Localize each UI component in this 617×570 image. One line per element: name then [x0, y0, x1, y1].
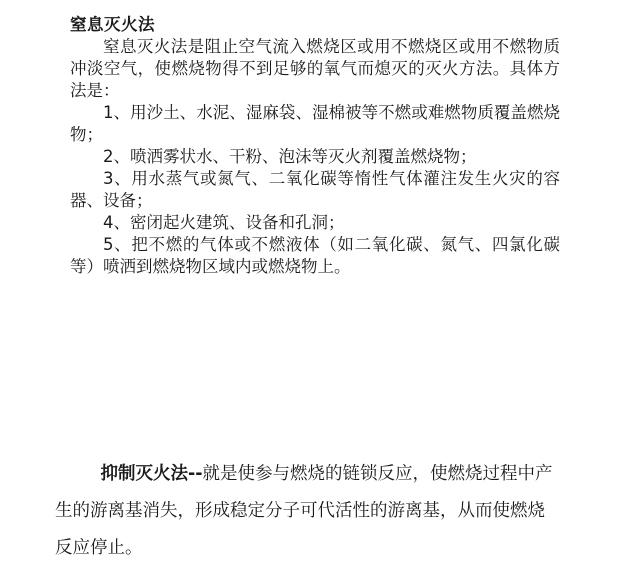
section-title-inhibition: 抑制灭火法-- — [100, 464, 203, 484]
section-body-inhibition: 就是使参与燃烧的链锁反应，使燃烧过程中产生的游离基消失，形成稳定分子可代活性的游离基，从而使燃烧反应停止。 — [55, 464, 553, 558]
section-intro-suffocation: 窒息灭火法是阻止空气流入燃烧区或用不燃烧区或用不燃物质冲淡空气，使燃烧物得不到足够的氧气而熄灭的灭火方法。具体方法是： — [70, 37, 560, 100]
list-item-1: 1、用沙土、水泥、湿麻袋、湿棉被等不燃或难燃物质覆盖燃烧物； — [70, 103, 560, 144]
list-item-4: 4、密闭起火建筑、设备和孔洞； — [103, 213, 345, 232]
section-inhibition — [55, 456, 560, 567]
section-title-suffocation: 窒息灭火法 — [70, 15, 155, 34]
list-item-5: 5、把不燃的气体或不燃液体（如二氧化碳、氮气、四氯化碳等）喷洒到燃烧物区域内或燃烧物上。 — [70, 235, 560, 276]
section-suffocation — [70, 14, 560, 278]
section-paragraph-inhibition — [55, 456, 560, 567]
list-item-2: 2、喷洒雾状水、干粉、泡沫等灭火剂覆盖燃烧物； — [103, 147, 477, 166]
list-item-3: 3、用水蒸气或氮气、二氧化碳等惰性气体灌注发生火灾的容器、设备； — [70, 169, 560, 210]
